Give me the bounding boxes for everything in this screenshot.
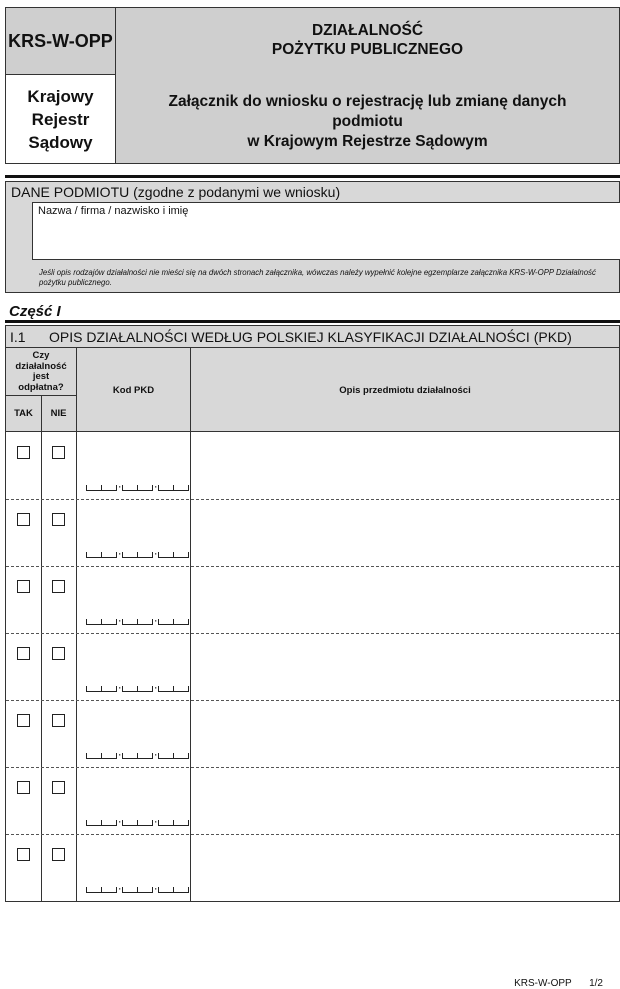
nie-checkbox[interactable] — [52, 714, 65, 727]
pkd-separator: · — [117, 483, 123, 493]
pkd-digit-box — [138, 485, 153, 491]
nie-checkbox[interactable] — [52, 781, 65, 794]
pkd-digit-box — [138, 753, 153, 759]
pkd-digit-box — [122, 753, 138, 759]
pkd-digit-box — [102, 887, 117, 893]
activity-description-field[interactable] — [196, 438, 611, 493]
pkd-digit-box — [174, 485, 189, 491]
activity-description-field[interactable] — [196, 773, 611, 828]
table-row — [6, 432, 619, 499]
subtitle-line: Załącznik do wniosku o rejestrację lub zmianę danych — [168, 93, 567, 110]
nie-checkbox[interactable] — [52, 513, 65, 526]
pkd-digit-box — [138, 686, 153, 692]
pkd-code-field[interactable] — [86, 682, 189, 692]
activity-description-field[interactable] — [196, 505, 611, 560]
registry-line: Rejestr — [31, 109, 90, 129]
pkd-digit-box — [122, 552, 138, 558]
tak-checkbox[interactable] — [17, 580, 30, 593]
pkd-separator: · — [153, 818, 159, 828]
pkd-digit-box — [158, 753, 174, 759]
paid-header — [6, 351, 76, 393]
pkd-rows — [6, 432, 619, 901]
pkd-code-field[interactable] — [86, 615, 189, 625]
pkd-digit-box — [86, 485, 102, 491]
form-subtitle — [116, 92, 619, 152]
registry-name — [6, 75, 116, 163]
tak-checkbox[interactable] — [17, 714, 30, 727]
nie-checkbox[interactable] — [52, 446, 65, 459]
pkd-digit-box — [158, 552, 174, 558]
pkd-separator: · — [117, 885, 123, 895]
nie-checkbox[interactable] — [52, 580, 65, 593]
header-title-panel — [116, 8, 619, 163]
pkd-digit-box — [86, 753, 102, 759]
pkd-separator: · — [153, 617, 159, 627]
pkd-digit-box — [174, 753, 189, 759]
nie-checkbox[interactable] — [52, 848, 65, 861]
nie-header: NIE — [41, 408, 76, 419]
nie-checkbox[interactable] — [52, 647, 65, 660]
pkd-digit-box — [158, 485, 174, 491]
table-row — [6, 499, 619, 566]
title-line: DZIAŁALNOŚĆ — [311, 22, 424, 39]
subtitle-line: w Krajowym Rejestrze Sądowym — [247, 133, 488, 150]
pkd-separator: · — [153, 751, 159, 761]
table-row — [6, 834, 619, 901]
pkd-header: Kod PKD — [77, 385, 190, 396]
section-divider — [5, 175, 620, 178]
table-row — [6, 633, 619, 700]
entity-data-title: DANE PODMIOTU (zgodne z podanymi we wniosku) — [11, 184, 341, 200]
pkd-separator: · — [153, 684, 159, 694]
pkd-separator: · — [117, 751, 123, 761]
paid-header-line: działalność — [15, 360, 67, 372]
paid-header-line: odpłatna? — [18, 381, 64, 393]
pkd-digit-box — [122, 887, 138, 893]
pkd-separator: · — [153, 885, 159, 895]
pkd-digit-box — [138, 820, 153, 826]
pkd-separator: · — [117, 617, 123, 627]
pkd-digit-box — [138, 887, 153, 893]
title-line: POŻYTKU PUBLICZNEGO — [271, 41, 464, 58]
pkd-separator: · — [153, 483, 159, 493]
page-footer — [514, 978, 603, 989]
pkd-digit-box — [102, 820, 117, 826]
pkd-digit-box — [86, 820, 102, 826]
section-number: I.1 — [10, 329, 26, 345]
section-header — [5, 325, 620, 347]
pkd-digit-box — [158, 887, 174, 893]
pkd-digit-box — [122, 485, 138, 491]
paid-header-line: jest — [32, 371, 50, 382]
form-header — [5, 7, 620, 164]
pkd-separator: · — [153, 550, 159, 560]
section-title: OPIS DZIAŁALNOŚCI WEDŁUG POLSKIEJ KLASYFIKACJI DZIAŁALNOŚCI (PKD) — [49, 329, 572, 345]
footer-page-number: 1/2 — [589, 978, 603, 989]
activity-description-field[interactable] — [196, 706, 611, 761]
pkd-digit-box — [158, 686, 174, 692]
pkd-digit-box — [102, 485, 117, 491]
pkd-digit-box — [138, 552, 153, 558]
pkd-digit-box — [174, 619, 189, 625]
paid-header-line: Czy — [32, 350, 50, 361]
pkd-code-field[interactable] — [86, 481, 189, 491]
pkd-digit-box — [174, 552, 189, 558]
tak-checkbox[interactable] — [17, 513, 30, 526]
tak-checkbox[interactable] — [17, 647, 30, 660]
pkd-code-field[interactable] — [86, 883, 189, 893]
subtitle-line: podmiotu — [332, 113, 403, 130]
pkd-digit-box — [86, 619, 102, 625]
pkd-digit-box — [174, 820, 189, 826]
pkd-digit-box — [158, 619, 174, 625]
pkd-digit-box — [174, 887, 189, 893]
registry-line: Sądowy — [28, 132, 93, 152]
form-title — [116, 21, 619, 59]
entity-name-field[interactable] — [32, 202, 620, 260]
table-row — [6, 700, 619, 767]
pkd-digit-box — [102, 552, 117, 558]
pkd-digit-box — [86, 887, 102, 893]
tak-checkbox[interactable] — [17, 848, 30, 861]
table-row — [6, 767, 619, 834]
pkd-digit-box — [174, 686, 189, 692]
activity-description-field[interactable] — [196, 840, 611, 895]
entity-name-label: Nazwa / firma / nazwisko i imię — [38, 205, 189, 217]
activity-description-field[interactable] — [196, 639, 611, 694]
tak-checkbox[interactable] — [17, 781, 30, 794]
pkd-code-field[interactable] — [86, 749, 189, 759]
entity-data-note: Jeśli opis rodzajów działalności nie mieści się na dwóch stronach załącznika, wówczas należy wypełnić kolejne egzemplarze załącznika KRS-W-OPP Działalność pożytku publicznego. — [39, 268, 596, 287]
pkd-digit-box — [122, 686, 138, 692]
pkd-code-field[interactable] — [86, 816, 189, 826]
registry-line: Krajowy — [27, 86, 94, 106]
entity-data-section — [5, 181, 620, 293]
pkd-digit-box — [102, 619, 117, 625]
pkd-digit-box — [102, 686, 117, 692]
pkd-separator: · — [117, 684, 123, 694]
pkd-separator: · — [117, 550, 123, 560]
part-title: Część I — [9, 303, 61, 320]
tak-header: TAK — [6, 408, 41, 419]
pkd-code-field[interactable] — [86, 548, 189, 558]
pkd-digit-box — [138, 619, 153, 625]
pkd-digit-box — [158, 820, 174, 826]
pkd-digit-box — [122, 619, 138, 625]
table-row — [6, 566, 619, 633]
pkd-digit-box — [86, 552, 102, 558]
pkd-digit-box — [122, 820, 138, 826]
pkd-separator: · — [117, 818, 123, 828]
pkd-table — [5, 347, 620, 902]
desc-header: Opis przedmiotu działalności — [191, 385, 619, 396]
footer-form-code: KRS-W-OPP — [514, 978, 572, 989]
form-code: KRS-W-OPP — [6, 8, 116, 75]
pkd-digit-box — [86, 686, 102, 692]
section-divider — [5, 320, 620, 323]
pkd-digit-box — [102, 753, 117, 759]
activity-description-field[interactable] — [196, 572, 611, 627]
tak-checkbox[interactable] — [17, 446, 30, 459]
